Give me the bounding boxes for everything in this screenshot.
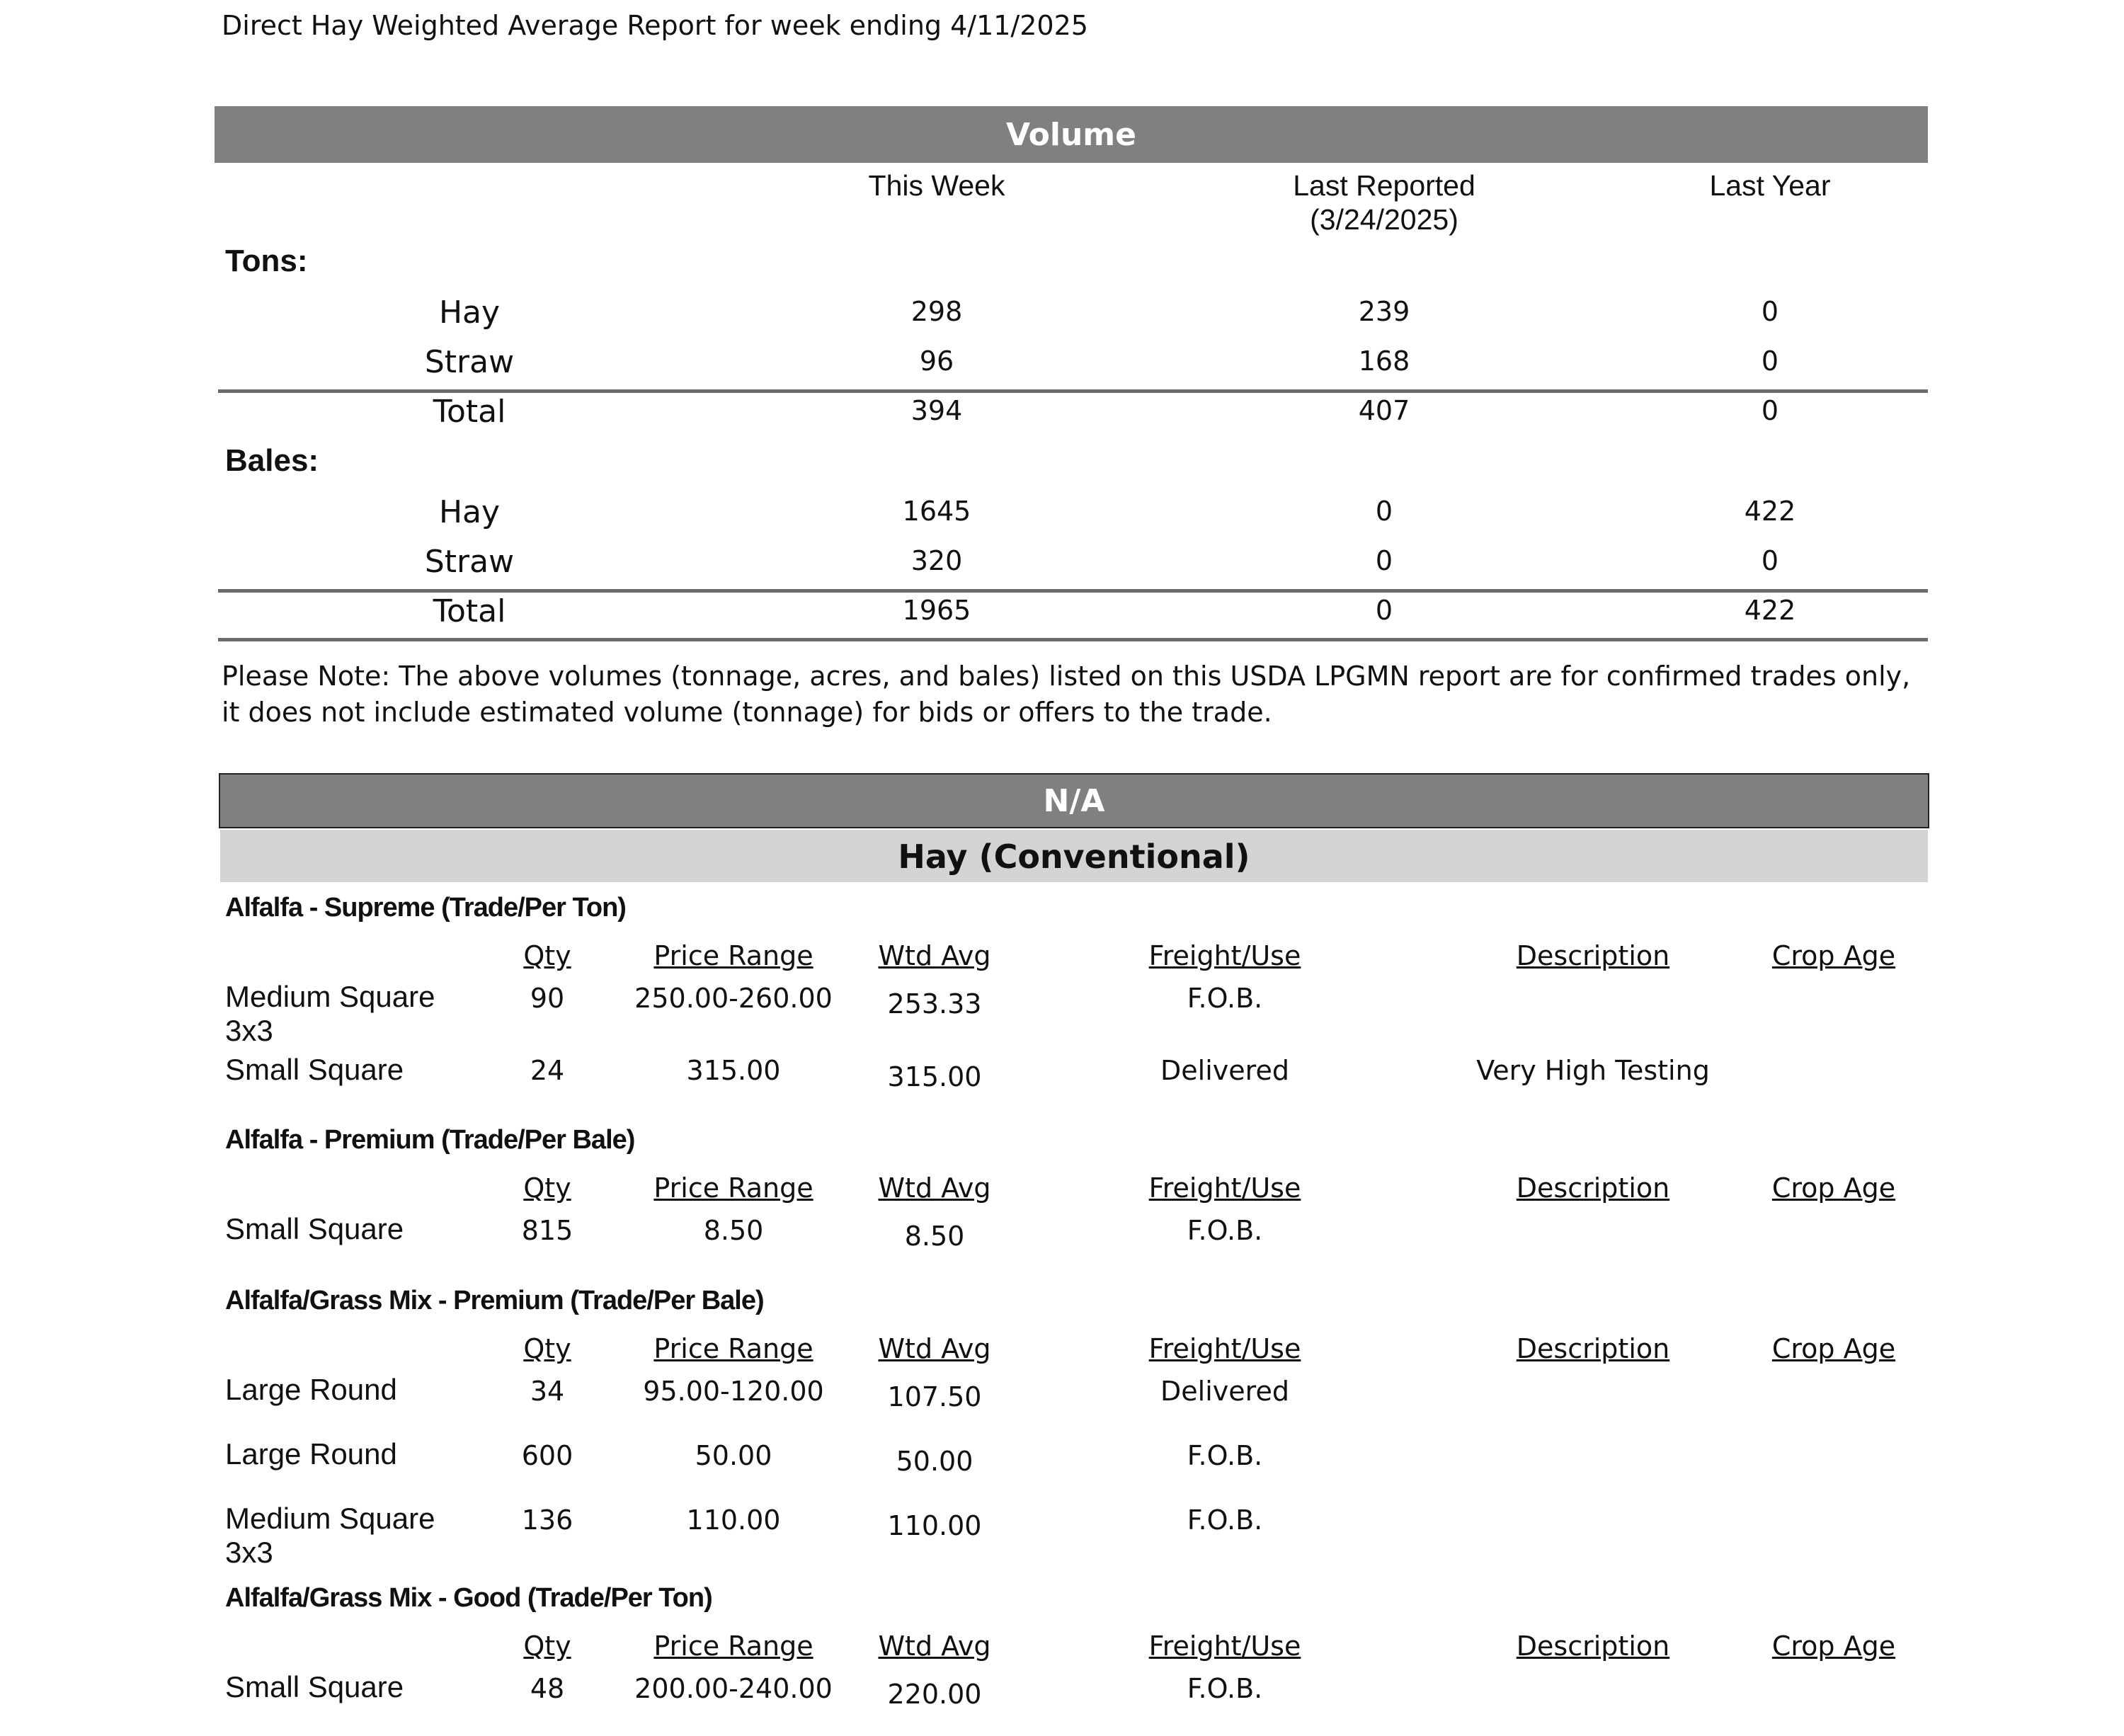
col-last-reported [1207, 169, 1561, 236]
freight-value: Delivered [1160, 1376, 1289, 1407]
freight-value: F.O.B. [1187, 1673, 1263, 1704]
tons-hay-label: Hay [438, 295, 501, 331]
bales-hay-last-reported: 0 [1375, 496, 1393, 527]
wtd-avg-value: 253.33 [887, 988, 982, 1020]
freight-value: Delivered [1160, 1055, 1289, 1086]
report-title: Direct Hay Weighted Average Report for week ending 4/11/2025 [222, 10, 1088, 41]
tons-label: Tons: [225, 244, 308, 278]
wtd-avg-value: 220.00 [887, 1679, 982, 1710]
price-range-header: Price Range [653, 1631, 813, 1662]
package-type: Large Round [225, 1373, 397, 1406]
wtd-avg-header: Wtd Avg [878, 940, 991, 971]
price-range-value: 8.50 [703, 1215, 764, 1246]
bales-hay-label: Hay [438, 494, 501, 530]
volume-bottom-rule [218, 638, 1928, 641]
price-range-header: Price Range [653, 1333, 813, 1364]
price-range-value: 250.00-260.00 [634, 983, 833, 1014]
qty-header: Qty [523, 1333, 571, 1364]
bales-straw-last-reported: 0 [1375, 545, 1393, 576]
region-heading: N/A [219, 773, 1929, 828]
freight-header: Freight/Use [1148, 1172, 1301, 1204]
qty-value: 34 [530, 1376, 565, 1407]
wtd-avg-value: 107.50 [887, 1381, 982, 1412]
wtd-avg-value: 315.00 [887, 1061, 982, 1092]
tons-hay-last-year: 0 [1761, 296, 1779, 327]
tons-total-rule [218, 389, 1928, 393]
bales-hay-this-week: 1645 [902, 496, 971, 527]
qty-value: 136 [521, 1504, 573, 1536]
freight-header: Freight/Use [1148, 1631, 1301, 1662]
price-range-value: 95.00-120.00 [643, 1376, 824, 1407]
qty-value: 48 [530, 1673, 565, 1704]
section-title: Alfalfa - Supreme (Trade/Per Ton) [225, 893, 626, 923]
wtd-avg-header: Wtd Avg [878, 1631, 991, 1662]
description-value: Very High Testing [1476, 1055, 1710, 1086]
price-range-value: 50.00 [695, 1440, 772, 1471]
bales-straw-last-year: 0 [1761, 545, 1779, 576]
qty-value: 90 [530, 983, 565, 1014]
section-title: Alfalfa/Grass Mix - Good (Trade/Per Ton) [225, 1583, 712, 1613]
freight-header: Freight/Use [1148, 940, 1301, 971]
price-range-value: 110.00 [686, 1504, 781, 1536]
tons-total-last-year: 0 [1761, 395, 1779, 426]
crop-age-header: Crop Age [1771, 1333, 1896, 1364]
qty-header: Qty [523, 1172, 571, 1204]
price-range-value: 315.00 [686, 1055, 781, 1086]
bales-hay-last-year: 422 [1744, 496, 1796, 527]
col-last-year: Last Year [1709, 169, 1831, 202]
price-range-value: 200.00-240.00 [634, 1673, 833, 1704]
bales-label: Bales: [225, 443, 319, 478]
bales-straw-this-week: 320 [910, 545, 963, 576]
description-header: Description [1516, 1172, 1670, 1204]
commodity-heading: Hay (Conventional) [220, 830, 1928, 882]
package-type: Small Square [225, 1670, 404, 1703]
wtd-avg-value: 8.50 [904, 1221, 965, 1252]
wtd-avg-header: Wtd Avg [878, 1172, 991, 1204]
freight-header: Freight/Use [1148, 1333, 1301, 1364]
freight-value: F.O.B. [1187, 983, 1263, 1014]
tons-total-label: Total [433, 394, 506, 430]
package-type: Small Square [225, 1212, 404, 1245]
tons-straw-this-week: 96 [919, 346, 954, 377]
qty-value: 815 [521, 1215, 573, 1246]
tons-straw-label: Straw [424, 344, 515, 380]
col-last-reported-label: Last Reported [1293, 169, 1475, 202]
col-this-week: This Week [868, 169, 1005, 202]
package-type: Large Round [225, 1437, 397, 1471]
tons-straw-last-reported: 168 [1358, 346, 1410, 377]
tons-hay-this-week: 298 [910, 296, 963, 327]
bales-total-this-week: 1965 [902, 595, 971, 626]
crop-age-header: Crop Age [1771, 1172, 1896, 1204]
tons-total-last-reported: 407 [1358, 395, 1410, 426]
bales-straw-label: Straw [424, 544, 515, 580]
qty-value: 600 [521, 1440, 573, 1471]
package-type: Small Square [225, 1053, 404, 1086]
price-range-header: Price Range [653, 940, 813, 971]
description-header: Description [1516, 1333, 1670, 1364]
volume-note: Please Note: The above volumes (tonnage, acres, and bales) listed on this USDA LPGMN report are for confirmed trades only, it does not include estimated volume (tonnage) for bids or offers to the trade. [222, 661, 1911, 728]
package-type: Medium Square 3x3 [225, 1502, 435, 1569]
description-header: Description [1516, 1631, 1670, 1662]
freight-value: F.O.B. [1187, 1215, 1263, 1246]
package-type: Medium Square 3x3 [225, 980, 435, 1047]
volume-heading: Volume [215, 106, 1928, 163]
crop-age-header: Crop Age [1771, 940, 1896, 971]
qty-header: Qty [523, 1631, 571, 1662]
freight-value: F.O.B. [1187, 1504, 1263, 1536]
wtd-avg-header: Wtd Avg [878, 1333, 991, 1364]
tons-total-this-week: 394 [910, 395, 963, 426]
wtd-avg-value: 110.00 [887, 1510, 982, 1541]
section-title: Alfalfa/Grass Mix - Premium (Trade/Per Bale) [225, 1286, 764, 1315]
bales-total-last-year: 422 [1744, 595, 1796, 626]
col-last-reported-date: (3/24/2025) [1310, 203, 1458, 236]
description-header: Description [1516, 940, 1670, 971]
crop-age-header: Crop Age [1771, 1631, 1896, 1662]
tons-hay-last-reported: 239 [1358, 296, 1410, 327]
freight-value: F.O.B. [1187, 1440, 1263, 1471]
price-range-header: Price Range [653, 1172, 813, 1204]
section-title: Alfalfa - Premium (Trade/Per Bale) [225, 1125, 635, 1155]
bales-total-rule [218, 589, 1928, 593]
tons-straw-last-year: 0 [1761, 346, 1779, 377]
bales-total-last-reported: 0 [1375, 595, 1393, 626]
qty-header: Qty [523, 940, 571, 971]
wtd-avg-value: 50.00 [896, 1446, 974, 1477]
bales-total-label: Total [433, 593, 506, 629]
qty-value: 24 [530, 1055, 565, 1086]
